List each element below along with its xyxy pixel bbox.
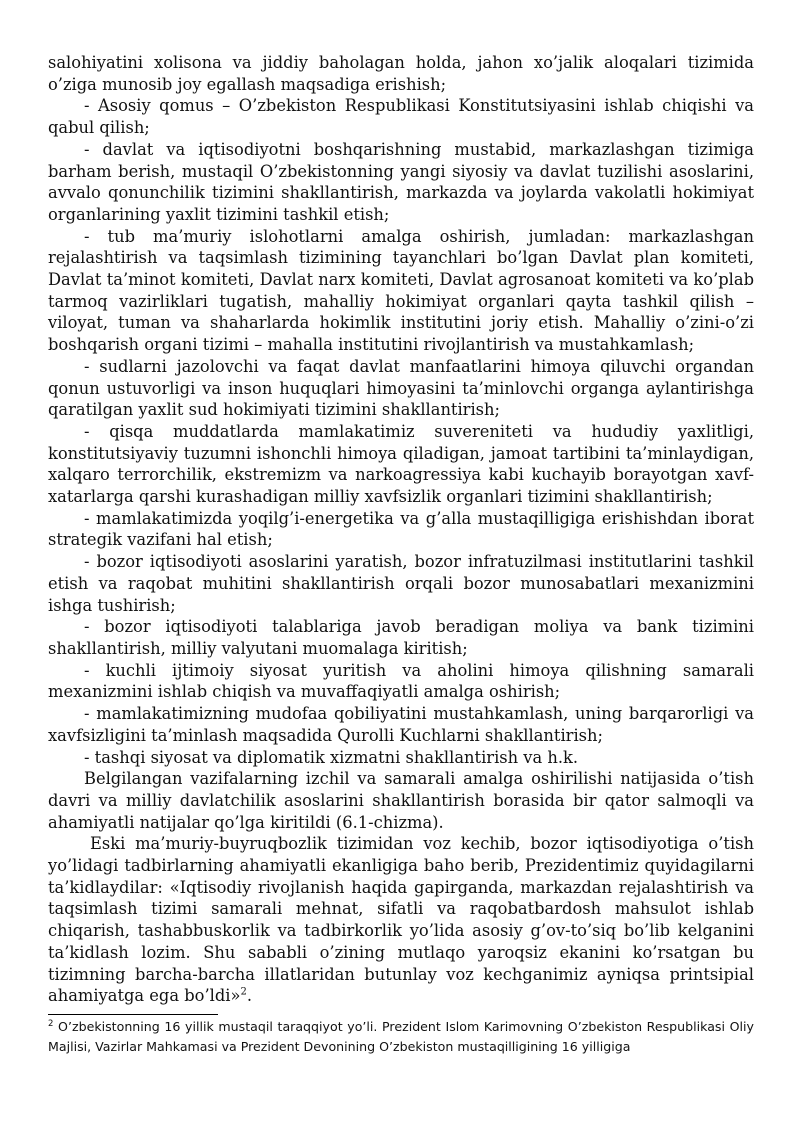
footnote-separator — [48, 1014, 218, 1015]
list-item-national-security: - qisqa muddatlarda mamlakatimiz suvereniteti va hududiy yaxlitligi, konstitutsiyaviy tuzumni ishonchli himoya qiladigan, jamoat tartibini ta’minlaydigan, xalqaro terrorchilik, ekstremizm va narkoagressiya kabi kuchayib borayotgan xavf-xatarlarga qarshi kurashadigan milliy xavfsizlik organlari tizimini shakllantirish; — [48, 421, 754, 507]
paragraph-intro: salohiyatini xolisona va jiddiy baholagan holda, jahon xo’jalik aloqalari tizimida o’ziga munosib joy egallash maqsadiga erishish; — [48, 53, 754, 94]
paragraph-president-quote: Eski ma’muriy-buyruqbozlik tizimidan voz kechib, bozor iqtisodiyotiga o’tish yo’lidagi tadbirlarning ahamiyatli ekanligiga baho berib, Prezidentimiz quyidagilarni ta’kidlaydilar: «Iqtisodiy rivojlanish haqida gapirganda, markazdan rejalashtirish va taqsimlash tizimi samarali mehnat, sifatli va raqobatbardosh mahsulot ishlab chiqarish, tashabbuskorlik va tadbirkorlik yo’lida asosiy g’ov-to’siq bo’lib kelganini ta’kidlash lozim. Shu sababli o’zining mutlaqo yaroqsiz ekanini ko’rsatgan bu tizimning barcha-barcha illatlaridan butunlay voz kechganimiz ayniqsa printsipial ahamiyatga ega bo’ldi»$^2$. — [48, 834, 754, 1006]
footnote — [48, 1017, 754, 1057]
list-item-energy-independence: - mamlakatimizda yoqilg’i-energetika va g’alla mustaqilligiga erishishdan iborat strategik vazifani hal etish; — [48, 508, 754, 550]
list-item-armed-forces: - mamlakatimizning mudofaa qobiliyatini mustahkamlash, uning barqarorligi va xavfsizligini ta’minlash maqsadida Qurolli Kuchlarni shakllantirish; — [48, 704, 754, 745]
footnote-text: O’zbekistonning 16 yillik mustaqil taraqqiyot yo’li. Prezident Islom Karimovning O’zbekiston Respublikasi Oliy Majlisi, Vazirlar Mahkamasi va Prezident Devonining O’zbekiston mustaqilligining 16 yilligiga — [48, 1019, 754, 1054]
list-item-administrative-reform: - tub ma’muriy islohotlarni amalga oshirish, jumladan: markazlashgan rejalashtirish va taqsimlash tizimining tayanchlari bo’lgan Davlat plan komiteti, Davlat ta’minot komiteti, Davlat narx komiteti, Davlat agrosanoat komiteti va ko’plab tarmoq vazirliklari tugatish, mahalliy hokimiyat organlari qayta tashkil qilish – viloyat, tuman va shaharlarda hokimlik institutini joriy etish. Mahalliy o’zini-o’zi boshqarish organi tizimi – mahalla institutini rivojlantirish va mustahkamlash; — [48, 226, 754, 355]
list-item-foreign-policy: - tashqi siyosat va diplomatik xizmatni shakllantirish va h.k. — [84, 747, 579, 767]
list-item-market-economy: - bozor iqtisodiyoti asoslarini yaratish, bozor infratuzilmasi institutlarini tashkil etish va raqobat muhitini shakllantirish orqali bozor munosabatlari mexanizmini ishga tushirish; — [48, 552, 754, 615]
footnote-reference[interactable]: 2 — [240, 986, 247, 998]
document-body — [48, 52, 754, 1007]
list-item-social-policy: - kuchli ijtimoiy siyosat yuritish va aholini himoya qilishning samarali mexanizmini ishlab chiqish va muvaffaqiyatli amalga oshirish; — [48, 660, 754, 702]
list-item-judicial-system: - sudlarni jazolovchi va faqat davlat manfaatlarini himoya qiluvchi organdan qonun ustuvorligi va inson huquqlari himoyasini ta’minlovchi organga aylantirishga qaratilgan yaxlit sud hokimiyati tizimini shakllantirish; — [48, 356, 754, 420]
paragraph-results: Belgilangan vazifalarning izchil va samarali amalga oshirilishi natijasida o’tish davri va milliy davlatchilik asoslarini shakllantirish borasida bir qator salmoqli va ahamiyatli natijalar qo’lga kiritildi (6.1-chizma). — [48, 769, 754, 832]
footnote-marker: 2 — [48, 1018, 54, 1029]
list-item-constitution: - Asosiy qomus – O’zbekiston Respublikasi Konstitutsiyasini ishlab chiqishi va qabul qilish; — [48, 96, 754, 138]
list-item-state-structure: - davlat va iqtisodiyotni boshqarishning mustabid, markazlashgan tizimiga barham berish, mustaqil O’zbekistonning yangi siyosiy va davlat tuzilishi asoslarini, avvalo qonunchilik tizimini shakllantirish, markazda va joylarda vakolatli hokimiyat organlarining yaxlit tizimini tashkil etish; — [48, 139, 754, 224]
list-item-finance-banking: - bozor iqtisodiyoti talablariga javob beradigan moliya va bank tizimini shakllantirish, milliy valyutani muomalaga kiritish; — [48, 617, 754, 658]
quote-text: Eski ma’muriy-buyruqbozlik tizimidan voz kechib, bozor iqtisodiyotiga o’tish yo’lidagi tadbirlarning ahamiyatli ekanligiga baho berib, Prezidentimiz quyidagilarni ta’kidlaydilar: «Iqtisodiy rivojlanish haqida gapirganda, markazdan rejalashtirish va taqsimlash tizimi samarali mehnat, sifatli va raqobatbardosh mahsulot ishlab chiqarish, tashabbuskorlik va tadbirkorlik yo’lida asosiy g’ov-to’siq bo’lib kelganini ta’kidlash lozim. Shu sababli o’zining mutlaqo yaroqsiz ekanini ko’rsatgan bu tizimning barcha-barcha illatlaridan butunlay voz kechganimiz ayniqsa printsipial ahamiyatga ega bo’ldi» — [48, 834, 754, 1006]
